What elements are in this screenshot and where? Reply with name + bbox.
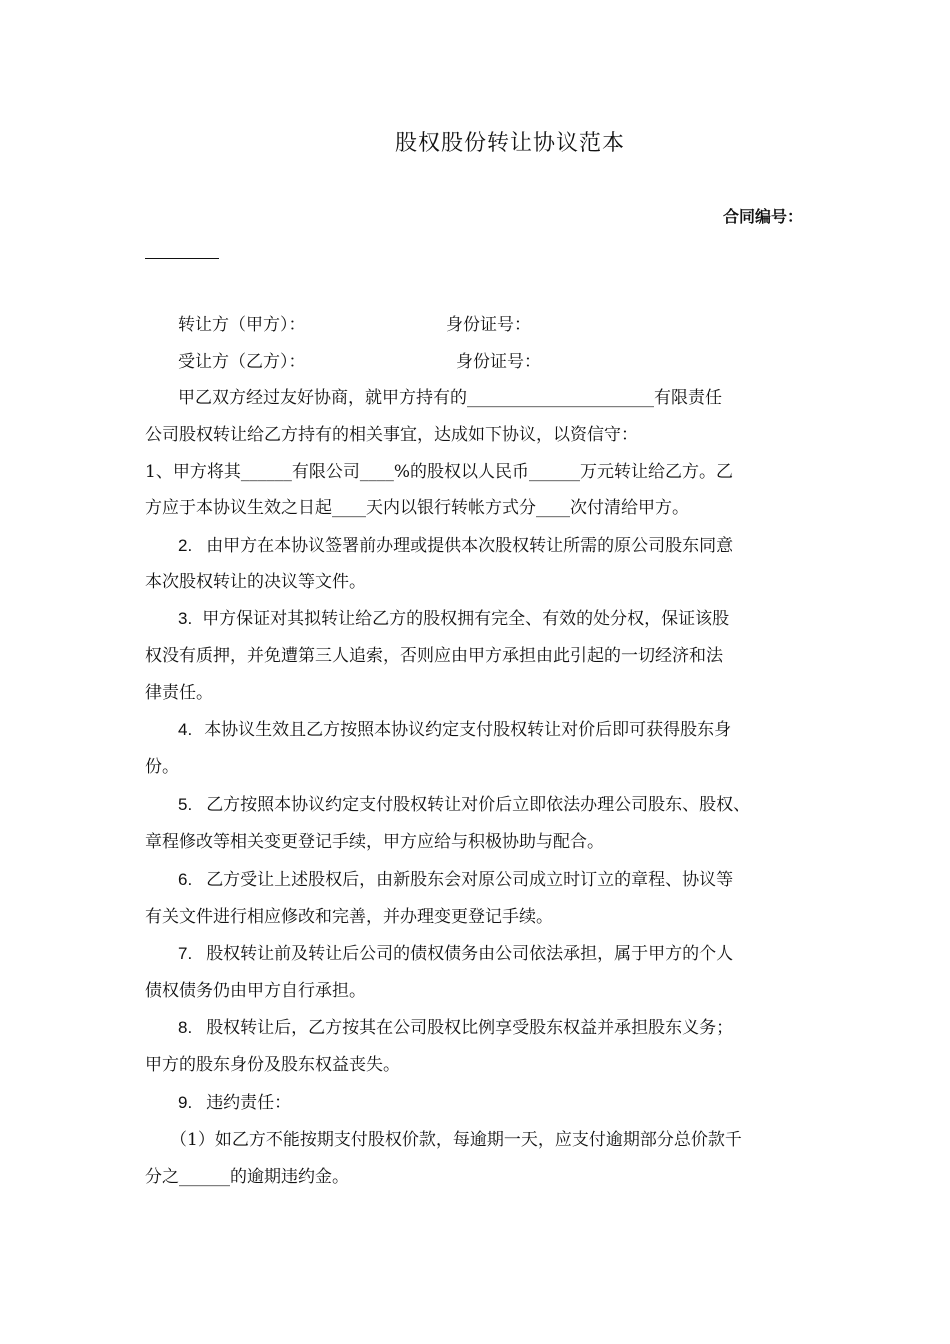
clause-text: 股权转让后，乙方按其在公司股权比例享受股东权益并承担股东义务；	[206, 1018, 734, 1038]
clause-2-line-1	[178, 536, 733, 556]
clause-number: 6.	[178, 870, 193, 889]
clause-text: 股权转让前及转让后公司的债权债务由公司依法承担，属于甲方的个人	[206, 944, 734, 964]
intro-line-2: 公司股权转让给乙方持有的相关事宜，达成如下协议，以资信守：	[145, 425, 638, 445]
clause-5-line-1	[178, 795, 750, 815]
clause-3-line-3: 律责任。	[145, 683, 213, 703]
clause-6-line-2: 有关文件进行相应修改和完善，并办理变更登记手续。	[145, 907, 553, 927]
clause-text: 由甲方在本协议签署前办理或提供本次股权转让所需的原公司股东同意	[206, 536, 734, 556]
clause-9-line-1	[178, 1093, 291, 1113]
clause-8-line-2: 甲方的股东身份及股东权益丧失。	[145, 1055, 400, 1075]
clause-4-line-2: 份。	[145, 757, 179, 777]
intro-line-1: 甲乙双方经过友好协商，就甲方持有的______________________有限责任	[178, 388, 722, 408]
clause-text: 甲方将其______有限公司____%的股权以人民币______万元转让给乙方。乙	[172, 462, 733, 482]
sub-clause-1-line-2: 分之______的逾期违约金。	[145, 1167, 349, 1187]
clause-text: 乙方按照本协议约定支付股权转让对价后立即依法办理公司股东、股权、	[206, 795, 751, 815]
clause-2-line-2: 本次股权转让的决议等文件。	[145, 572, 366, 592]
clause-text: 违约责任：	[206, 1093, 292, 1113]
clause-number: 7.	[178, 944, 193, 963]
clause-1-line-1	[145, 462, 733, 482]
clause-3-line-1	[178, 609, 729, 629]
clause-text: 甲方保证对其拟转让给乙方的股权拥有完全、有效的处分权，保证该股	[202, 609, 730, 629]
clause-1-line-2: 方应于本协议生效之日起____天内以银行转帐方式分____次付清给甲方。	[145, 498, 689, 518]
clause-number: 3.	[178, 609, 193, 628]
clause-5-line-2: 章程修改等相关变更登记手续，甲方应给与积极协助与配合。	[145, 832, 604, 852]
transferor-label: 转让方（甲方）：	[178, 315, 306, 335]
clause-7-line-1	[178, 944, 733, 964]
contract-number-label: 合同编号：	[722, 207, 803, 226]
clause-3-line-2: 权没有质押，并免遭第三人追索，否则应由甲方承担由此引起的一切经济和法	[145, 646, 723, 666]
clause-number: 1、	[145, 462, 173, 482]
clause-text: 本协议生效且乙方按照本协议约定支付股权转让对价后即可获得股东身	[204, 720, 732, 740]
clause-8-line-1	[178, 1018, 733, 1038]
transferee-id-label: 身份证号：	[456, 352, 541, 372]
contract-number-blank	[145, 258, 219, 259]
clause-6-line-1	[178, 870, 733, 890]
clause-number: 8.	[178, 1018, 193, 1037]
document-title: 股权股份转让协议范本	[394, 131, 625, 156]
clause-number: 5.	[178, 795, 193, 814]
clause-text: 乙方受让上述股权后，由新股东会对原公司成立时订立的章程、协议等	[206, 870, 734, 890]
sub-clause-1-line-1: （1）如乙方不能按期支付股权价款，每逾期一天，应支付逾期部分总价款千	[170, 1130, 742, 1150]
transferee-label: 受让方（乙方）：	[178, 352, 306, 372]
clause-4-line-1	[178, 720, 731, 740]
clause-number: 9.	[178, 1093, 193, 1112]
clause-number: 2.	[178, 536, 193, 555]
clause-7-line-2: 债权债务仍由甲方自行承担。	[145, 981, 366, 1001]
transferor-id-label: 身份证号：	[446, 315, 531, 335]
clause-number: 4.	[178, 720, 193, 739]
